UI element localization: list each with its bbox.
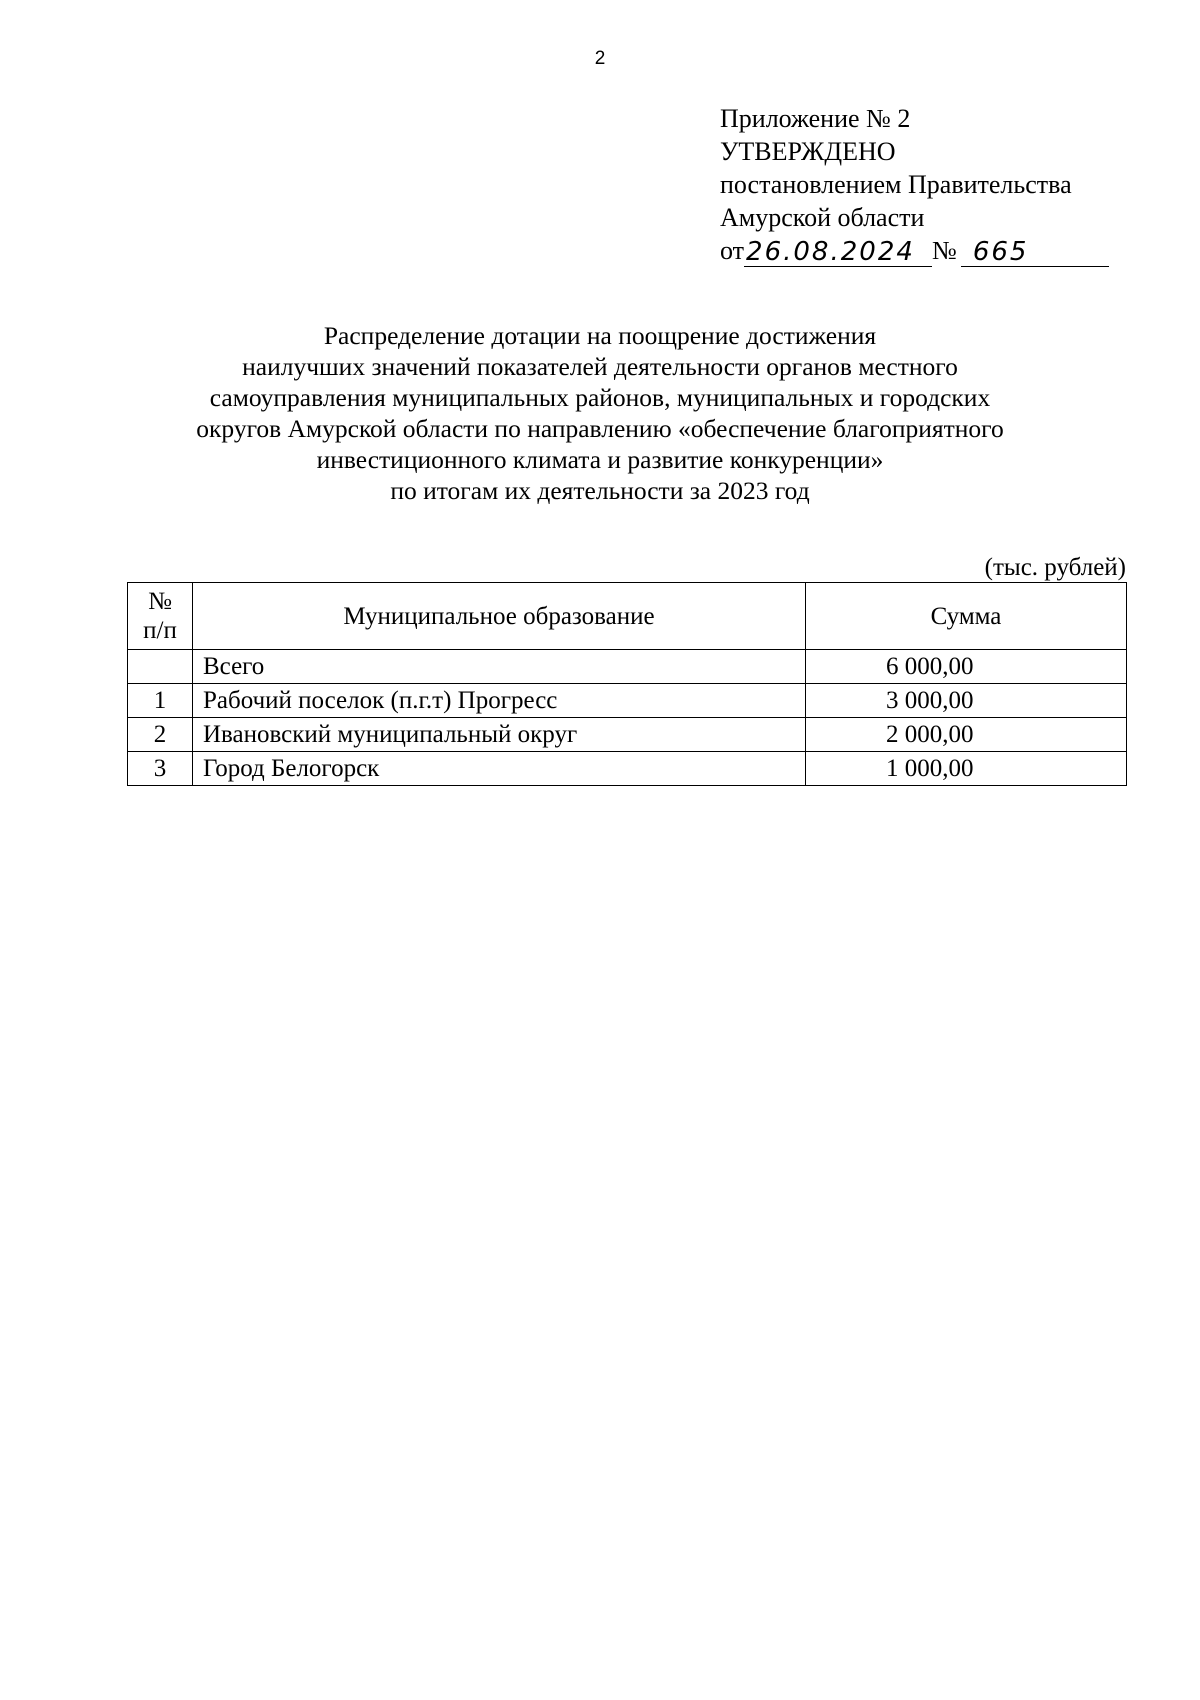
- title-line: наилучших значений показателей деятельности органов местного: [242, 352, 958, 381]
- row-sum: 2 000,00: [806, 718, 1127, 752]
- title-line: самоуправления муниципальных районов, муниципальных и городских: [209, 383, 991, 412]
- header-number-pp: п/п: [143, 617, 177, 644]
- approved-label: УТВЕРЖДЕНО: [720, 137, 896, 166]
- date-prefix: от: [720, 236, 745, 265]
- row-number: 1: [128, 684, 193, 718]
- approved-by-line1: постановлением Правительства: [720, 170, 1072, 199]
- table-total-row: [128, 650, 1127, 684]
- distribution-table: [127, 582, 1127, 786]
- header-sum: Сумма: [806, 583, 1127, 650]
- approval-block: [720, 102, 1140, 267]
- row-number: 2: [128, 718, 193, 752]
- annex-label: Приложение № 2: [720, 104, 911, 133]
- decree-date-number: [720, 234, 1140, 267]
- page-number: 2: [594, 48, 606, 69]
- row-number: 3: [128, 752, 193, 786]
- table-row: [128, 684, 1127, 718]
- title-line: Распределение дотации на поощрение достижения: [323, 321, 877, 350]
- table-row: [128, 718, 1127, 752]
- approved-by-line2: Амурской области: [720, 203, 925, 232]
- total-label: Всего: [193, 650, 806, 684]
- row-municipality: Город Белогорск: [193, 752, 806, 786]
- document-title: [80, 320, 1120, 506]
- header-number-sign: №: [148, 588, 172, 615]
- title-line: округов Амурской области по направлению «обеспечение благоприятного: [196, 414, 1004, 443]
- handwritten-date: 26.08.2024: [744, 238, 932, 267]
- table-row: [128, 752, 1127, 786]
- row-municipality: Ивановский муниципальный округ: [193, 718, 806, 752]
- row-municipality: Рабочий поселок (п.г.т) Прогресс: [193, 684, 806, 718]
- total-number: [128, 650, 193, 684]
- row-sum: 3 000,00: [806, 684, 1127, 718]
- row-sum: 1 000,00: [806, 752, 1127, 786]
- table-header-row: [128, 583, 1127, 650]
- title-line: по итогам их деятельности за 2023 год: [390, 476, 810, 505]
- header-municipality: Муниципальное образование: [193, 583, 806, 650]
- number-sign: №: [932, 236, 957, 265]
- header-number: [128, 583, 193, 650]
- handwritten-number: 665: [961, 238, 1109, 267]
- title-line: инвестиционного климата и развитие конкуренции»: [316, 445, 884, 474]
- total-sum: 6 000,00: [806, 650, 1127, 684]
- units-label: (тыс. рублей): [984, 554, 1126, 581]
